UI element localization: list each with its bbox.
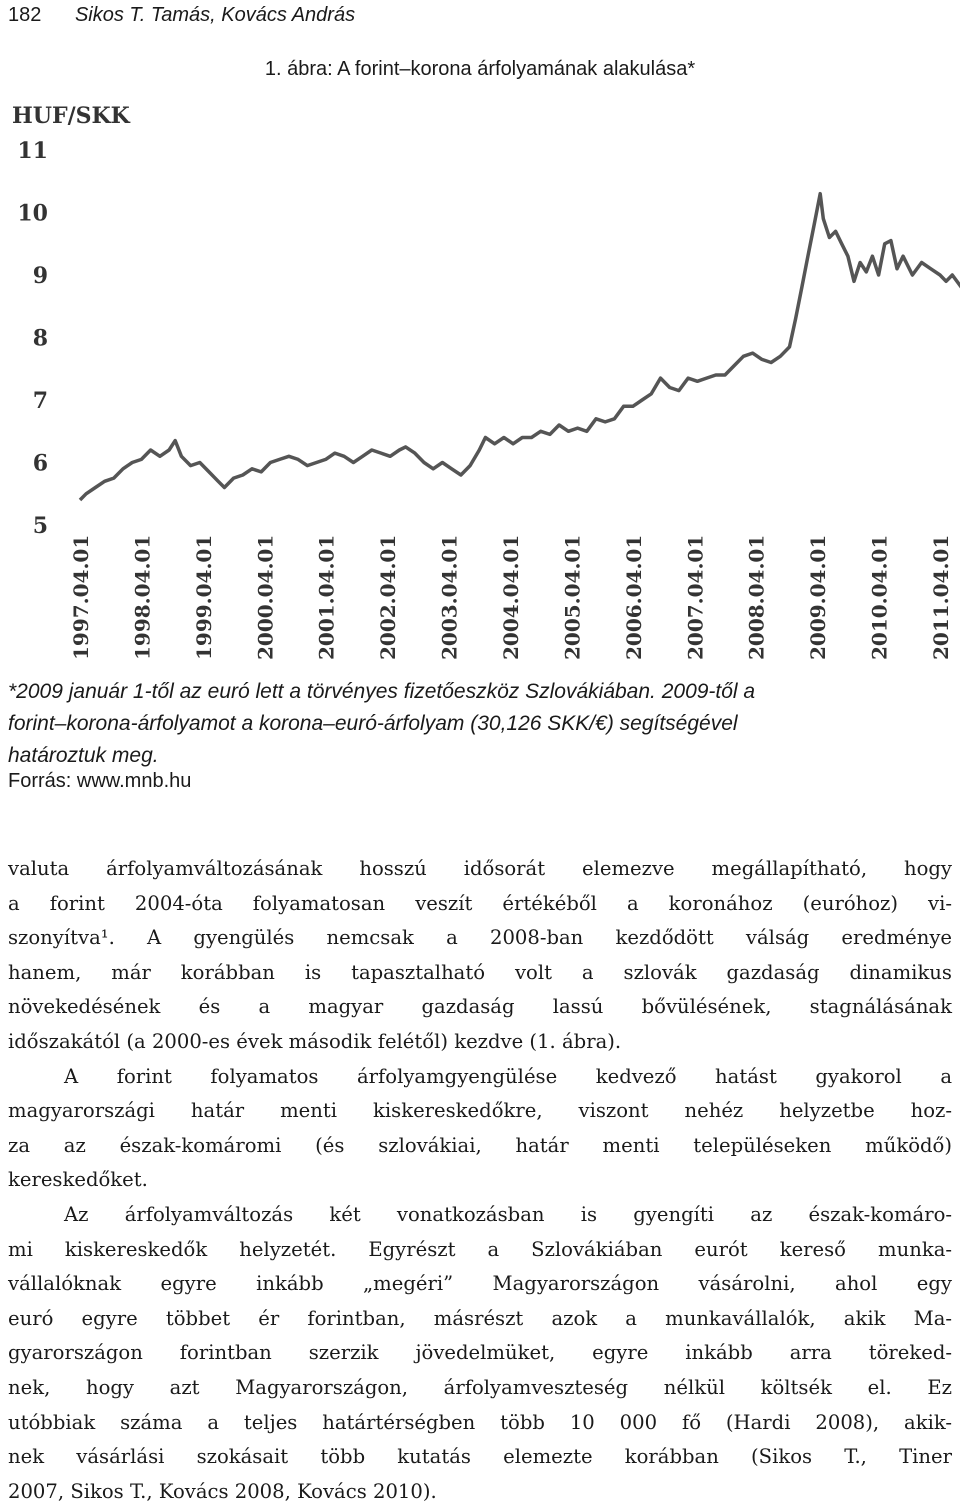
x-tick-label: 2011.04.01 xyxy=(929,534,953,660)
y-tick-label: 7 xyxy=(32,388,48,414)
y-tick-label: 11 xyxy=(17,138,48,164)
y-tick-label: 6 xyxy=(32,450,48,477)
note-line: *2009 január 1-től az euró lett a törvényes fizetőeszköz Szlovákiában. 2009-től a xyxy=(8,680,756,703)
running-head-authors: Sikos T. Tamás, Kovács András xyxy=(74,4,356,26)
body-line: időszakától (a 2000-es évek második felétől) kezdve (1. ábra). xyxy=(8,1029,622,1053)
x-tick-labels xyxy=(69,535,953,660)
x-tick-label: 1999.04.01 xyxy=(191,534,216,660)
body-line: nek vásárlási szokásait több kutatás elemezte korábban (Sikos T., Tiner xyxy=(8,1445,952,1469)
figure-note xyxy=(8,676,952,772)
figure-caption: 1. ábra: A forint–korona árfolyamának alakulása* xyxy=(264,58,696,80)
x-tick-label: 2001.04.01 xyxy=(314,534,339,660)
body-line: magyarországi határ menti kiskereskedőkre, viszont nehéz helyzetbe hoz- xyxy=(8,1099,952,1123)
body-line: za az észak-komáromi (és szlovákiai, határ menti településeken működő) xyxy=(8,1133,952,1157)
x-tick-label: 2000.04.01 xyxy=(253,534,278,660)
body-line: szonyítva¹. A gyengülés nemcsak a 2008-ban kezdődött válság eredménye xyxy=(8,926,952,950)
x-tick-label: 2004.04.01 xyxy=(499,534,523,660)
y-tick-label: 9 xyxy=(32,263,48,289)
y-tick-labels xyxy=(17,138,48,539)
body-line: utóbbiak száma a teljes határtérségben több 10 000 fő (Hardi 2008), akik- xyxy=(8,1410,952,1434)
body-line: hanem, már korábban is tapasztalható volt a szlovák gazdaság dinamikus xyxy=(8,960,952,984)
y-axis-label: HUF/SKK xyxy=(12,103,130,129)
note-line: határoztuk meg. xyxy=(8,744,159,767)
body-line: a forint 2004-óta folyamatosan veszít értékéből a koronához (euróhoz) vi- xyxy=(8,891,952,915)
exchange-rate-chart xyxy=(0,95,960,670)
page-number: 182 xyxy=(8,4,42,26)
x-tick-label: 2006.04.01 xyxy=(621,534,646,660)
body-line: A forint folyamatos árfolyamgyengülése kedvező hatást gyakorol a xyxy=(64,1064,952,1088)
figure-source: Forrás: www.mnb.hu xyxy=(8,770,192,792)
x-tick-label: 2003.04.01 xyxy=(437,534,462,660)
x-tick-label: 2008.04.01 xyxy=(744,534,769,660)
x-tick-label: 1998.04.01 xyxy=(130,534,155,660)
y-tick-label: 5 xyxy=(32,513,48,539)
x-tick-label: 1997.04.01 xyxy=(69,534,93,660)
x-tick-label: 2009.04.01 xyxy=(806,534,831,660)
y-tick-label: 8 xyxy=(32,325,48,352)
note-line: forint–korona-árfolyamot a korona–euró-árfolyam (30,126 SKK/€) segítségével xyxy=(8,712,738,735)
body-text xyxy=(8,852,952,1509)
x-tick-label: 2007.04.01 xyxy=(683,534,708,660)
body-line: gyarországon forintban szerzik jövedelmüket, egyre inkább arra töreked- xyxy=(8,1341,952,1365)
y-tick-label: 10 xyxy=(17,200,48,227)
body-line: euró egyre többet ér forintban, másrészt azok a munkavállalók, akik Ma- xyxy=(8,1306,952,1330)
x-tick-label: 2010.04.01 xyxy=(867,534,892,660)
body-line: valuta árfolyamváltozásának hosszú idősorát elemezve megállapítható, hogy xyxy=(8,857,952,880)
body-line: Az árfolyamváltozás két vonatkozásban is gyengíti az észak-komáro- xyxy=(64,1202,952,1226)
body-line: vállalóknak egyre inkább „megéri” Magyarországon vásárolni, ahol egy xyxy=(8,1272,952,1296)
body-line: 2007, Sikos T., Kovács 2008, Kovács 2010). xyxy=(8,1479,437,1503)
body-line: nek, hogy azt Magyarországon, árfolyamveszteség nélkül költsék el. Ez xyxy=(8,1375,952,1399)
body-line: mi kiskereskedők helyzetét. Egyrészt a Szlovákiában eurót kereső munka- xyxy=(8,1237,952,1261)
x-tick-label: 2005.04.01 xyxy=(560,534,585,660)
x-tick-label: 2002.04.01 xyxy=(376,534,401,660)
body-line: kereskedőket. xyxy=(8,1168,148,1192)
page-header xyxy=(8,4,355,27)
body-line: növekedésének és a magyar gazdaság lassú bővülésének, stagnálásának xyxy=(8,995,952,1019)
series-line xyxy=(80,194,960,500)
